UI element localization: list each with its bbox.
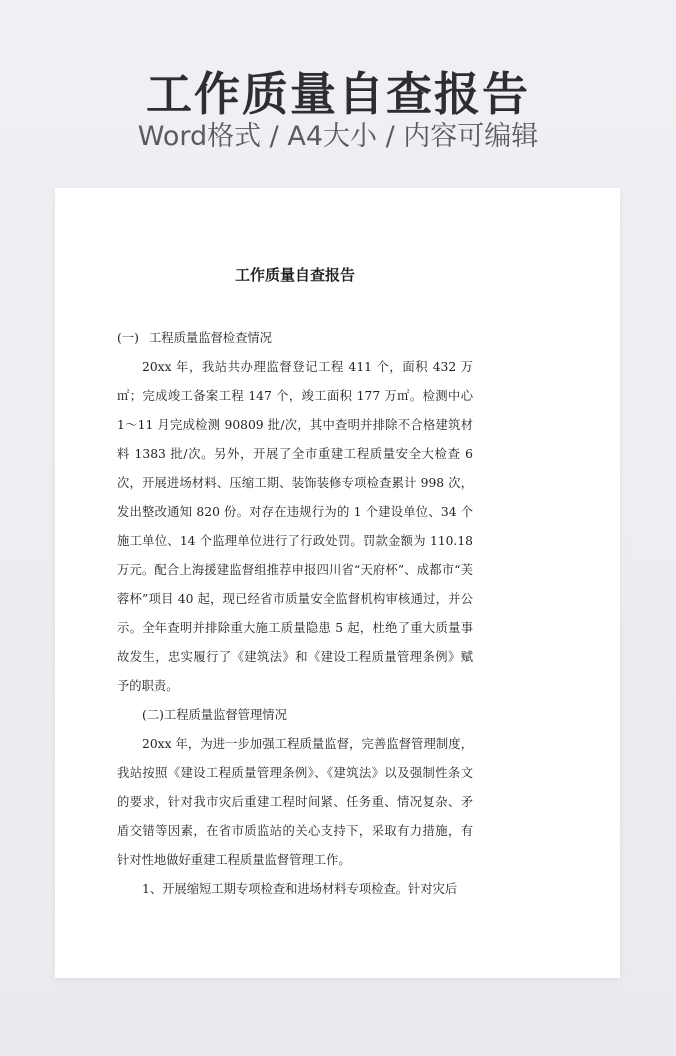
paragraph: 20xx 年，为进一步加强工程质量监督，完善监督管理制度，我站按照《建设工程质量管理条例》、《建筑法》以及强制性条文的要求，针对我市灾后重建工程时间紧、任务重、情况复杂、矛盾交错等因素，在省市质监站的关心支持下，采取有力措施，有针对性地做好重建工程质量监督管理工作。	[117, 737, 473, 867]
section-heading	[117, 324, 473, 353]
banner-title: 工作质量自查报告	[146, 67, 530, 121]
subsection-heading: (二)工程质量监督管理情况	[142, 708, 287, 722]
banner-subtitle: Word格式 / A4大小 / 内容可编辑	[137, 121, 539, 152]
paragraph: 20xx 年，我站共办理监督登记工程 411 个，面积 432 万㎡；完成竣工备案工程 147 个，竣工面积 177 万㎡。检测中心 1～11 月完成检测 90809 批/次，其中查明并排除不合格建筑材料 1383 批/次。另外，开展了全市重建工程质量安全大检查 6 次，开展进场材料、压缩工期、装饰装修专项检查累计 998 次，发出整改通知 820 份。对存在违规行为的 1 个建设单位、34 个施工单位、14 个监理单位进行了行政处罚。罚款金额为 110.18 万元。配合上海援建监督组推荐申报四川省“天府杯”、成都市“芙蓉杯”项目 40 起，现已经省市质量安全监督机构审核通过，并公示。全年查明并排除重大施工质量隐患 5 起，杜绝了重大质量事故发生，忠实履行了《建筑法》和《建设工程质量管理条例》赋予的职责。	[117, 360, 473, 693]
list-item: 1、开展缩短工期专项检查和进场材料专项检查。针对灾后	[142, 882, 458, 896]
document-body	[117, 324, 473, 904]
section-number: (一)	[117, 331, 139, 345]
document-title: 工作质量自查报告	[234, 266, 355, 284]
section-heading-text: 工程质量监督检查情况	[149, 331, 272, 345]
